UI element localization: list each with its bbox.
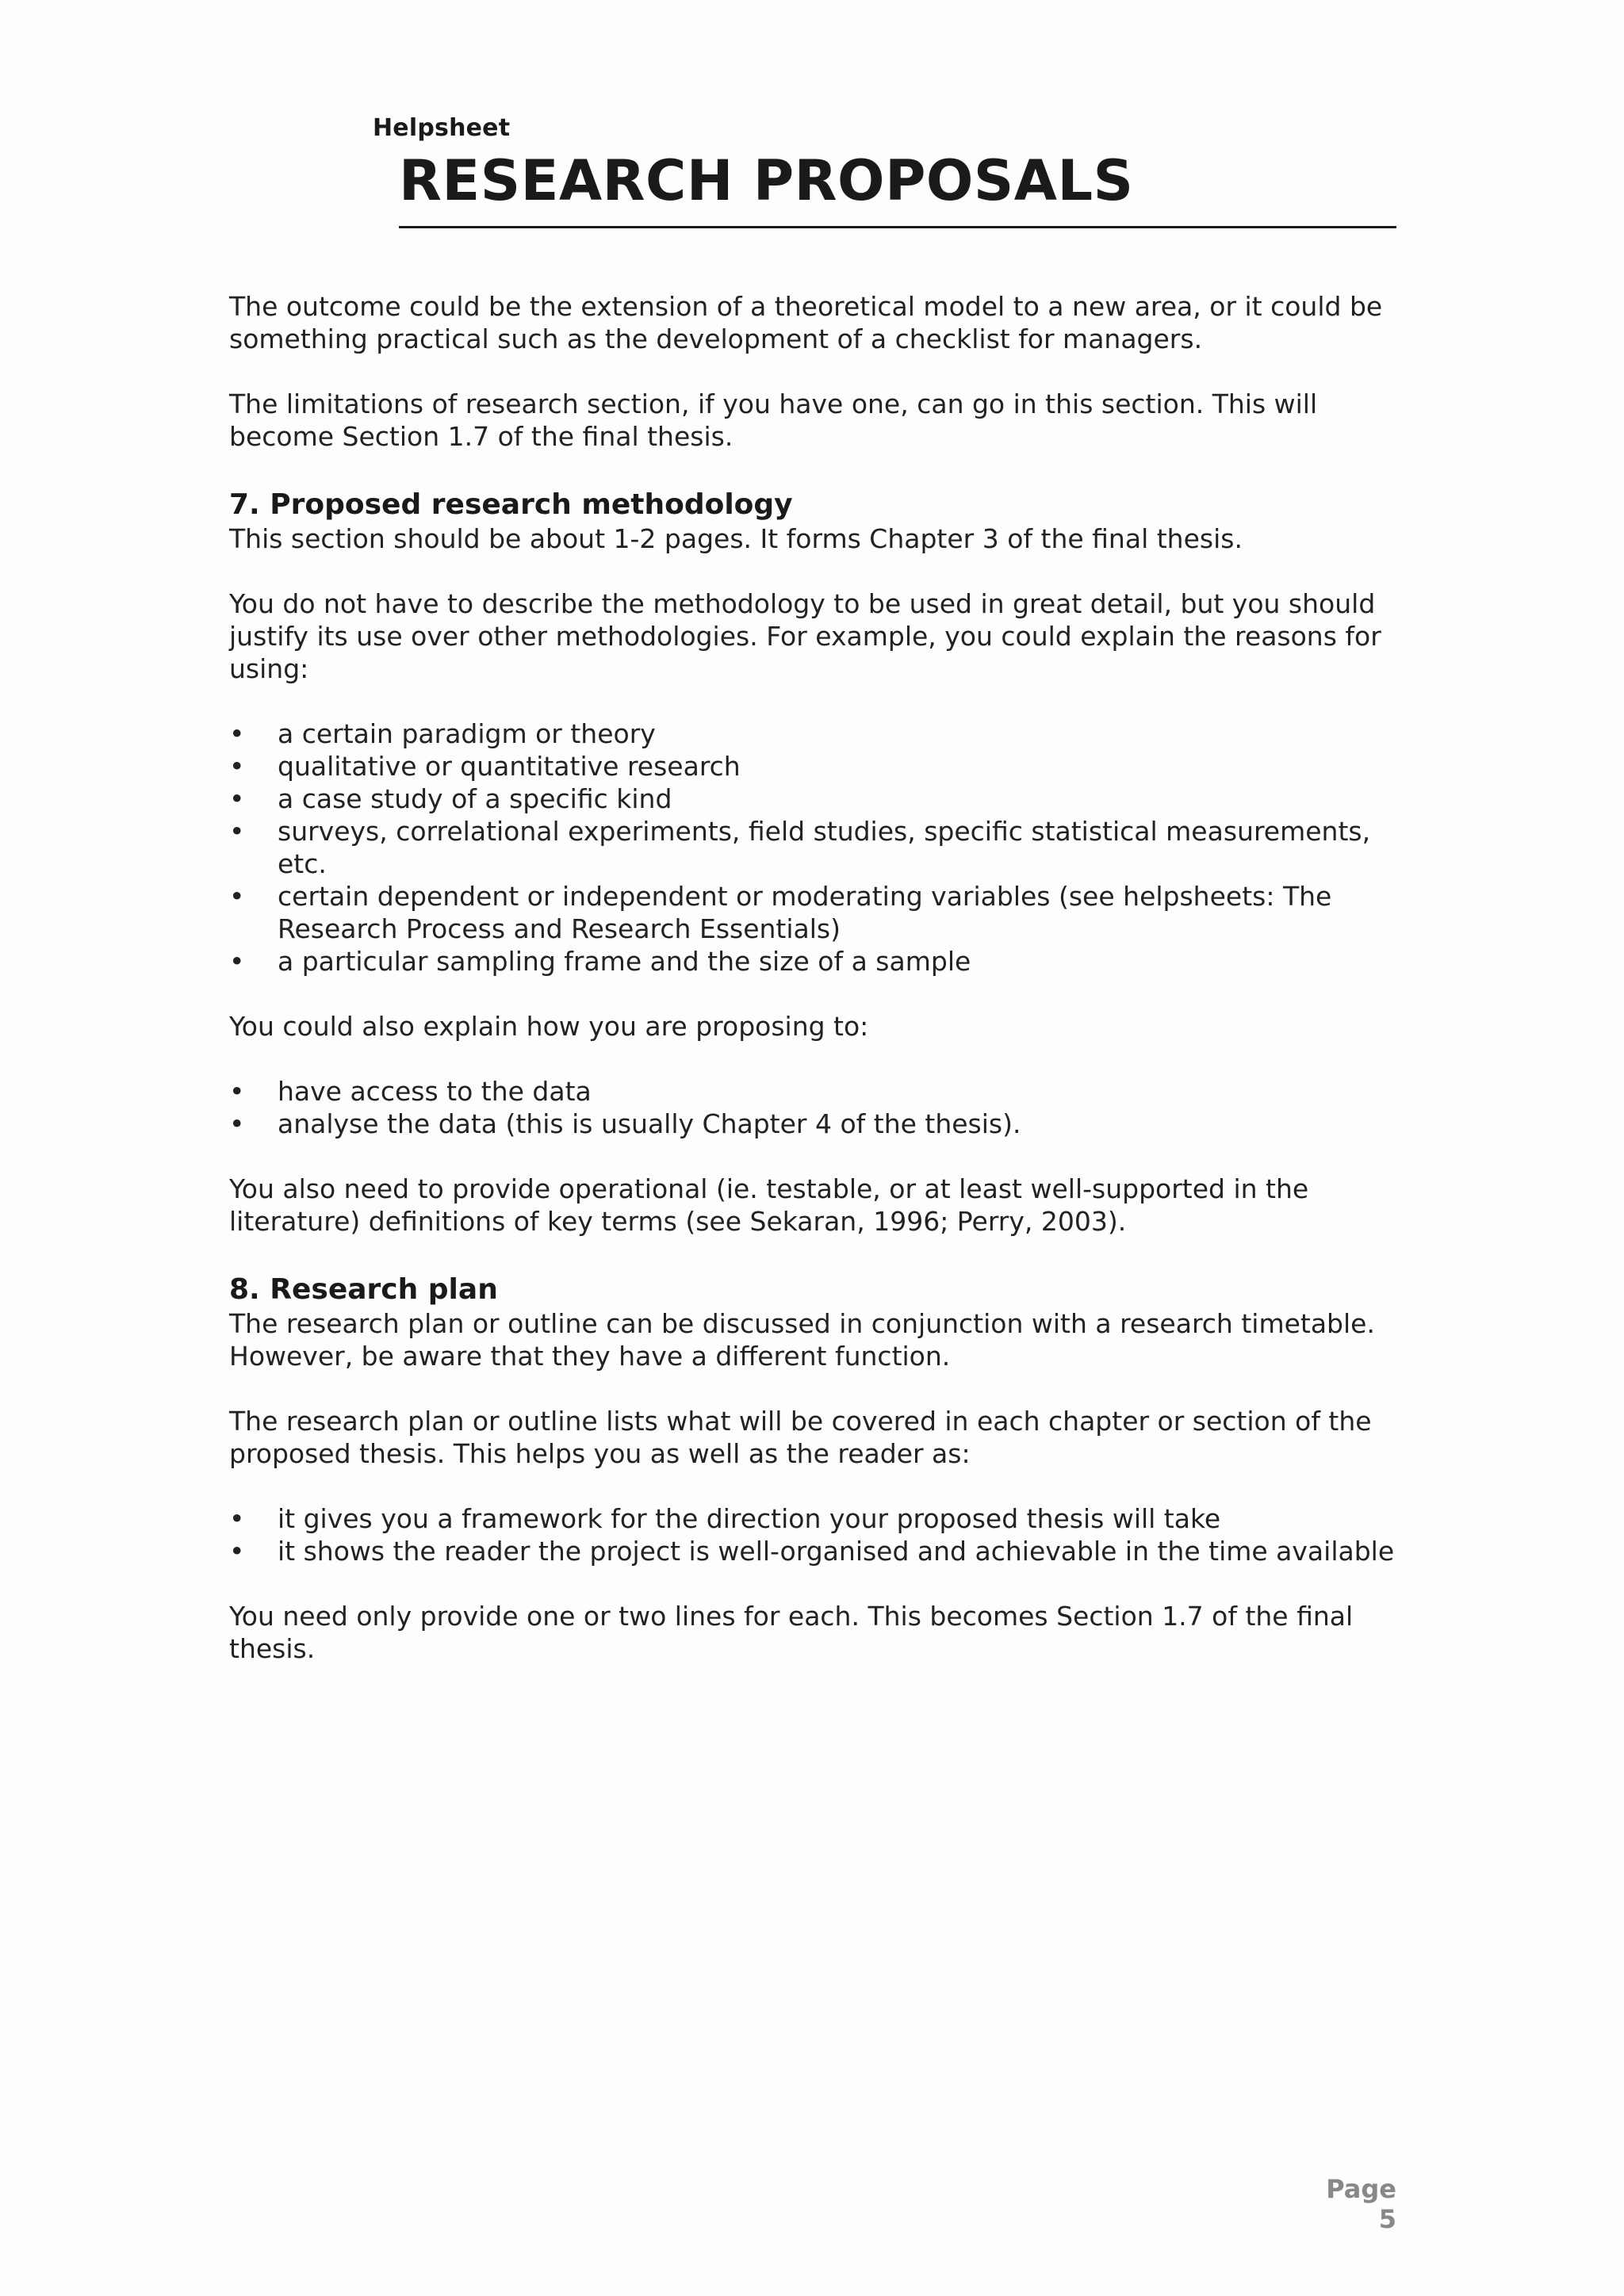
list-item: • a particular sampling frame and the size of a sample <box>229 945 1395 978</box>
list-item: • a certain paradigm or theory <box>229 718 1395 750</box>
section-7-paragraph-3: You could also explain how you are proposing to: <box>229 1011 869 1042</box>
section-8-heading: 8. Research plan <box>229 1273 498 1306</box>
intro-paragraph-1: The outcome could be the extension of a theoretical model to a new area, or it could be something practical such as the development of a checklist for managers. <box>229 291 1383 354</box>
section-8-paragraph-2: The research plan or outline lists what will be covered in each chapter or section of the proposed thesis. This helps you as well as the reader as: <box>229 1406 1372 1469</box>
list-item: • qualitative or quantitative research <box>229 750 1395 783</box>
helpsheet-label: Helpsheet <box>373 114 511 142</box>
list-item: • analyse the data (this is usually Chapter 4 of the thesis). <box>229 1108 1395 1140</box>
list-item: • a case study of a specific kind <box>229 783 1395 815</box>
data-access-list <box>229 1075 1395 1140</box>
section-7-heading: 7. Proposed research methodology <box>229 488 793 521</box>
section-7-paragraph-2: You do not have to describe the methodology to be used in great detail, but you should justify its use over other methodologies. For example, you could explain the reasons for using: <box>229 588 1381 684</box>
title-underline <box>399 226 1396 228</box>
section-8-paragraph-1: The research plan or outline can be discussed in conjunction with a research timetable. However, be aware that they have a different function. <box>229 1308 1375 1372</box>
section-7-paragraph-1: This section should be about 1-2 pages. It forms Chapter 3 of the final thesis. <box>229 523 1243 554</box>
body-content <box>229 290 1395 1697</box>
methodology-reasons-list <box>229 718 1395 978</box>
list-item: • have access to the data <box>229 1075 1395 1108</box>
list-item: • it gives you a framework for the direction your proposed thesis will take <box>229 1502 1395 1535</box>
page-number: Page 5 <box>1326 2174 1396 2234</box>
list-item: • certain dependent or independent or moderating variables (see helpsheets: The Research Process and Research Essentials) <box>229 880 1395 945</box>
page-title: RESEARCH PROPOSALS <box>399 148 1134 213</box>
list-item: • surveys, correlational experiments, field studies, specific statistical measurements, etc. <box>229 815 1395 880</box>
intro-paragraph-2: The limitations of research section, if you have one, can go in this section. This will become Section 1.7 of the final thesis. <box>229 388 1318 452</box>
research-plan-benefits-list <box>229 1502 1395 1567</box>
section-8-paragraph-3: You need only provide one or two lines for each. This becomes Section 1.7 of the final thesis. <box>229 1601 1354 1664</box>
list-item: • it shows the reader the project is well-organised and achievable in the time available <box>229 1535 1395 1567</box>
section-7-paragraph-4: You also need to provide operational (ie. testable, or at least well-supported in the literature) definitions of key terms (see Sekaran, 1996; Perry, 2003). <box>229 1173 1309 1237</box>
